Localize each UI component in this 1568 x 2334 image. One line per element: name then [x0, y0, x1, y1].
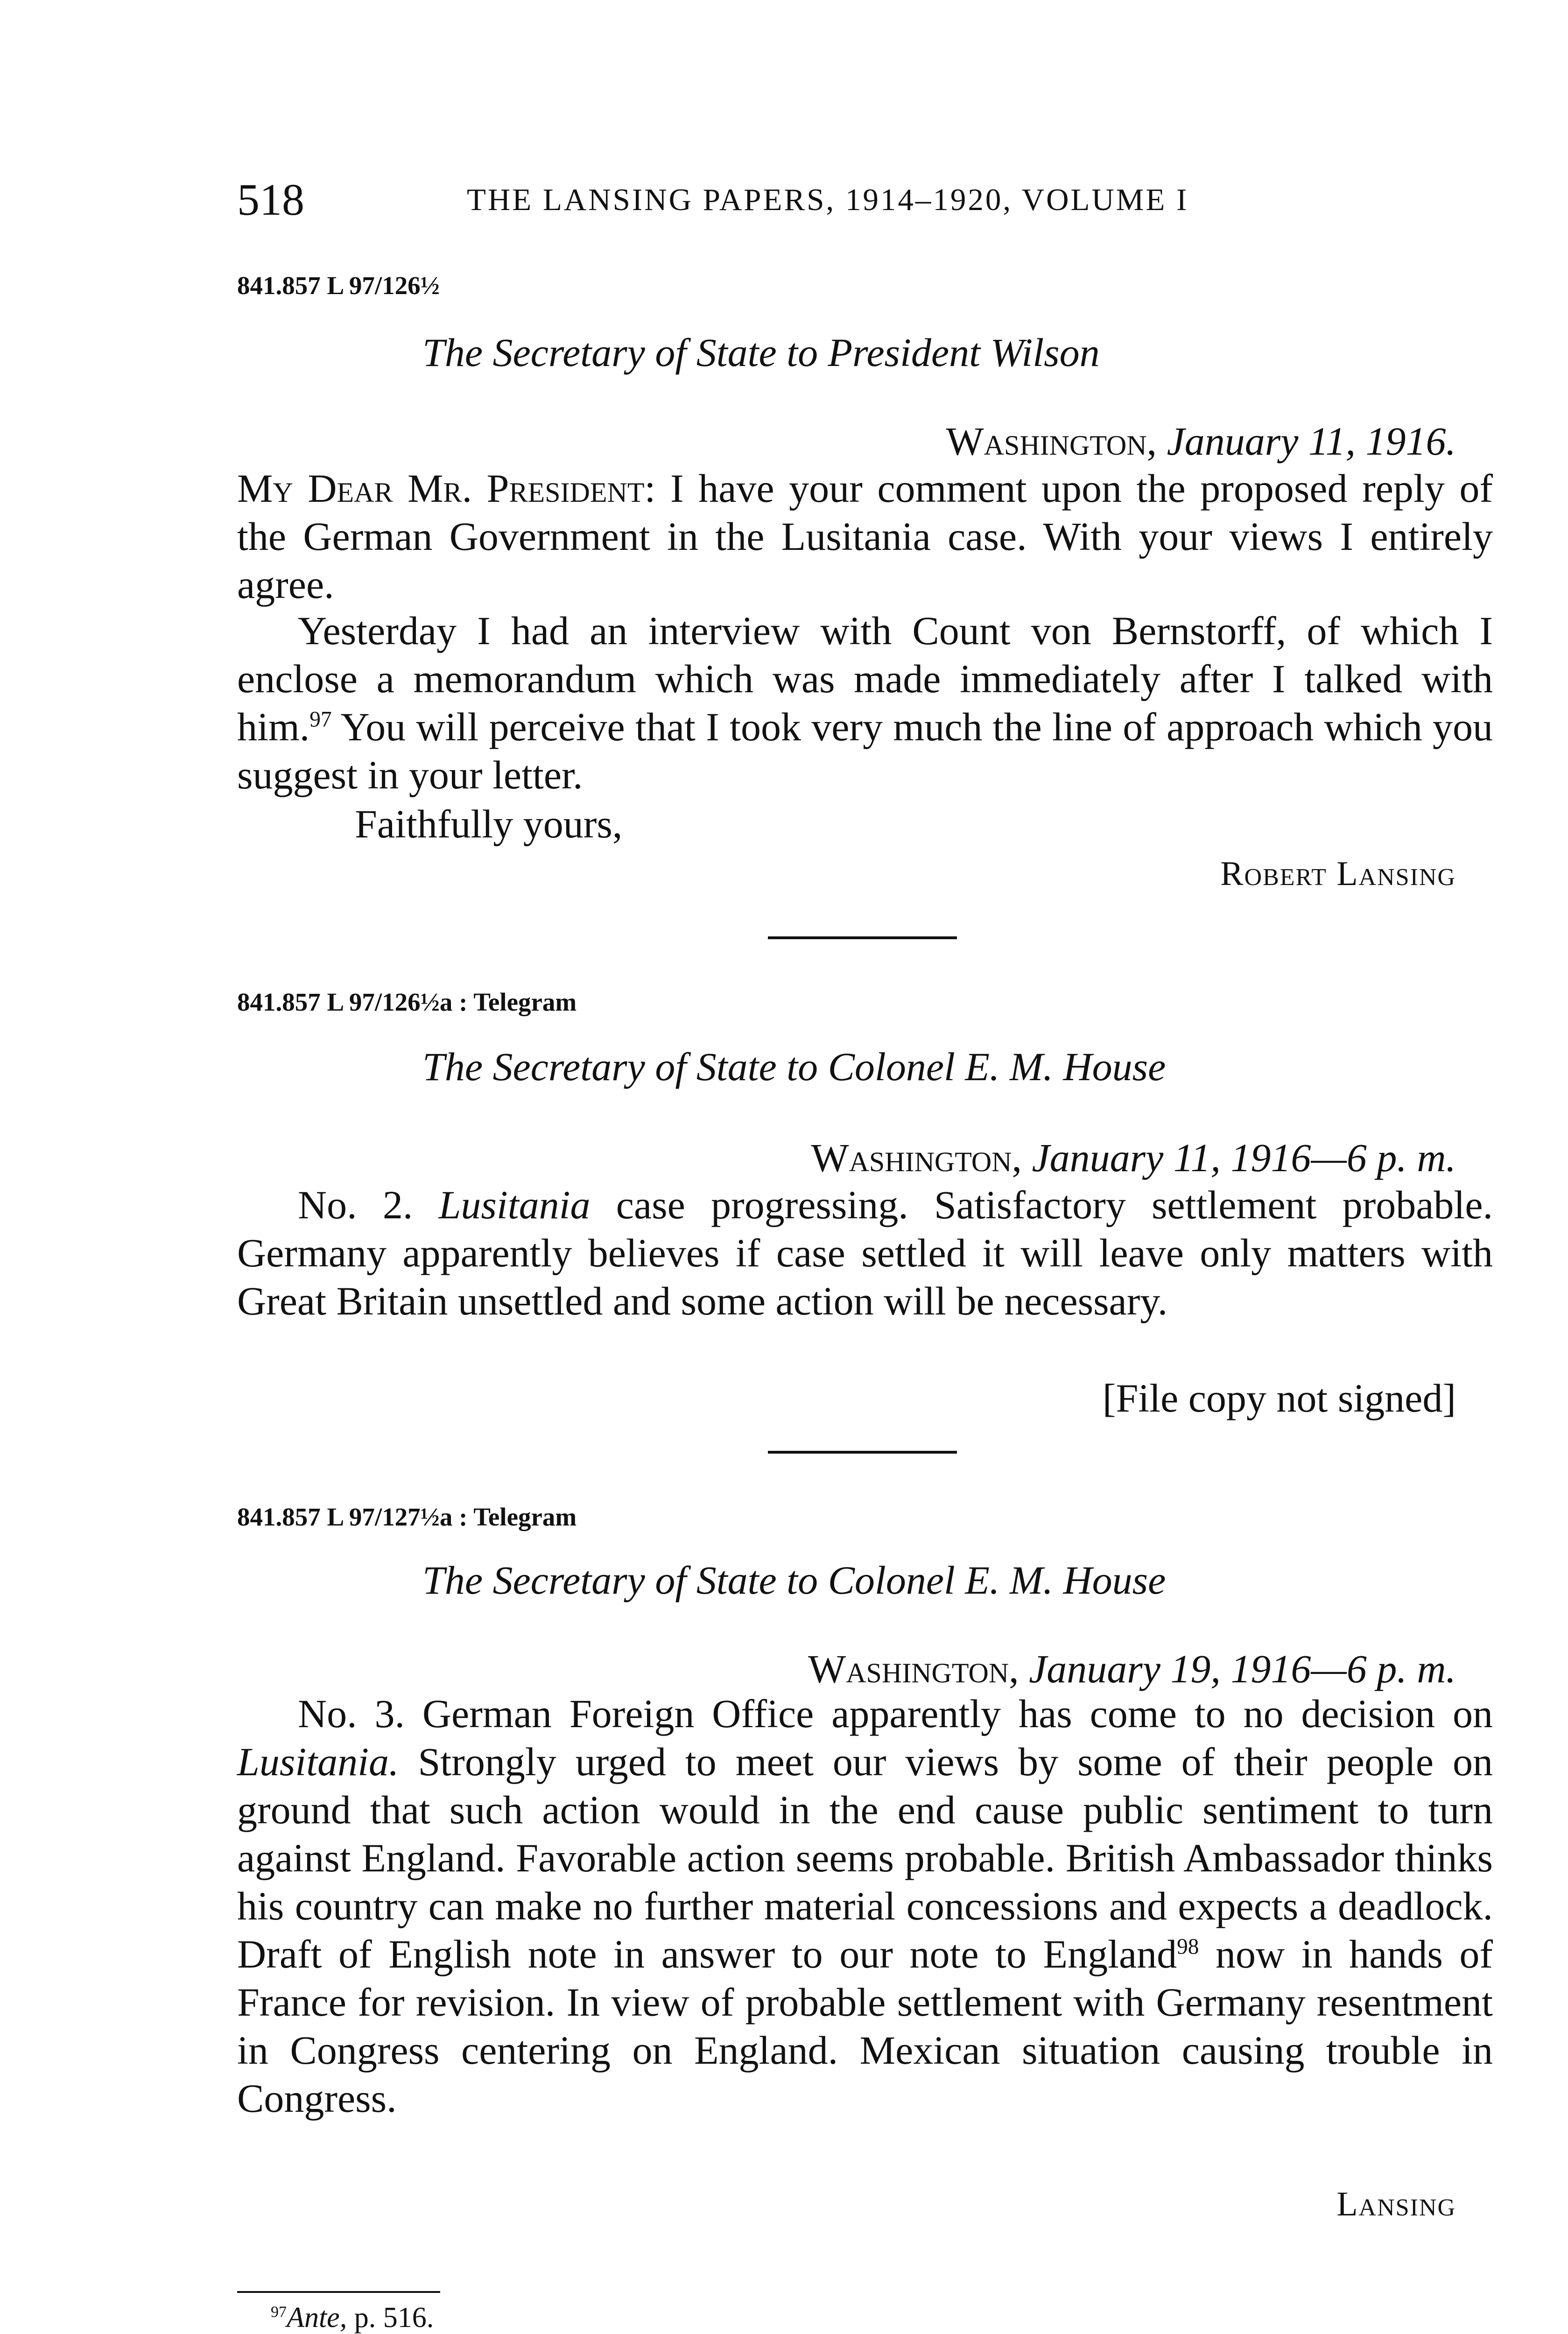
- file-number-1: 841.857 L 97/126½: [237, 271, 440, 300]
- dateline-2: [811, 1134, 1456, 1181]
- dateline-1: [946, 418, 1456, 464]
- paragraph-2: [237, 607, 1493, 799]
- dateline-3: [808, 1645, 1456, 1692]
- footnote-97: [271, 2301, 434, 2334]
- footnote-rule: [237, 2291, 440, 2293]
- footnote-97-italic: Ante,: [287, 2302, 347, 2334]
- telegram-2-body: [237, 1181, 1493, 1325]
- telegram-3-text-3: now in hands of France for revision. In view of probable settlement with Germany resentment in Congress centering on England. Mexican situation causing trouble in Congress.: [237, 1932, 1493, 2121]
- document-title-1: The Secretary of State to President Wilson: [422, 330, 1100, 375]
- closing: Faithfully yours,: [355, 801, 623, 846]
- document-title-3: The Secretary of State to Colonel E. M. House: [422, 1558, 1166, 1603]
- document-title-2: The Secretary of State to Colonel E. M. House: [422, 1044, 1166, 1089]
- paragraph-1: [237, 464, 1493, 609]
- section-divider: [768, 1451, 957, 1454]
- dateline-place-1: Washington,: [946, 419, 1157, 464]
- paragraph-1-text: I have your comment upon the proposed reply of the German Government in the Lusitania case. With your views I entirely agree.: [237, 466, 1493, 607]
- telegram-3-subject: Lusitania.: [237, 1739, 399, 1784]
- telegram-2-text: case progressing. Satisfactory settlement probable. Germany apparently believes if case settled it will leave only matters with Great Britain unsettled and some action will be necessary.: [237, 1182, 1493, 1323]
- dateline-date-2: January 11, 1916—6 p. m.: [1032, 1135, 1456, 1180]
- dateline-date-1: January 11, 1916.: [1167, 419, 1456, 464]
- file-number-3: 841.857 L 97/127½a : Telegram: [237, 1503, 577, 1531]
- dateline-place-2: Washington,: [811, 1135, 1022, 1180]
- paragraph-2-text: Yesterday I had an interview with Count von Bernstorff, of which I enclose a memorandum which was made immediately after I talked with him.: [237, 608, 1493, 749]
- telegram-3-body: [237, 1690, 1493, 2123]
- dateline-date-3: January 19, 1916—6 p. m.: [1029, 1646, 1456, 1691]
- running-title: THE LANSING PAPERS, 1914–1920, VOLUME I: [467, 183, 1189, 217]
- signature-1: Robert Lansing: [1220, 855, 1456, 893]
- telegram-3-text-2: Strongly urged to meet our views by some of their people on ground that such action would in the end cause public sentiment to turn against England. Favorable action seems probable. British Ambassador thinks his country can make no further material concessions and expects a deadlock. Draft of English note in answer to our note to England: [237, 1739, 1493, 1976]
- telegram-2-number: No. 2.: [298, 1182, 439, 1227]
- footnote-ref-97: 97: [309, 707, 332, 732]
- footnote-mark-97: 97: [271, 2303, 287, 2321]
- telegram-3-text-1: No. 3. German Foreign Office apparently has come to no decision on: [298, 1691, 1493, 1736]
- telegram-2-subject: Lusitania: [438, 1182, 591, 1227]
- dateline-place-3: Washington,: [808, 1646, 1019, 1691]
- page-number: 518: [237, 175, 304, 225]
- paragraph-2-continued: You will perceive that I took very much the line of approach which you suggest in your letter.: [237, 704, 1493, 797]
- file-number-2: 841.857 L 97/126½a : Telegram: [237, 988, 577, 1016]
- signature-2: [File copy not signed]: [1102, 1376, 1456, 1420]
- footnote-97-text: p. 516.: [347, 2302, 434, 2334]
- salutation: My Dear Mr. President:: [237, 466, 656, 511]
- section-divider: [768, 936, 957, 939]
- footnote-ref-98: 98: [1177, 1934, 1199, 1959]
- signature-3: Lansing: [1336, 2185, 1456, 2223]
